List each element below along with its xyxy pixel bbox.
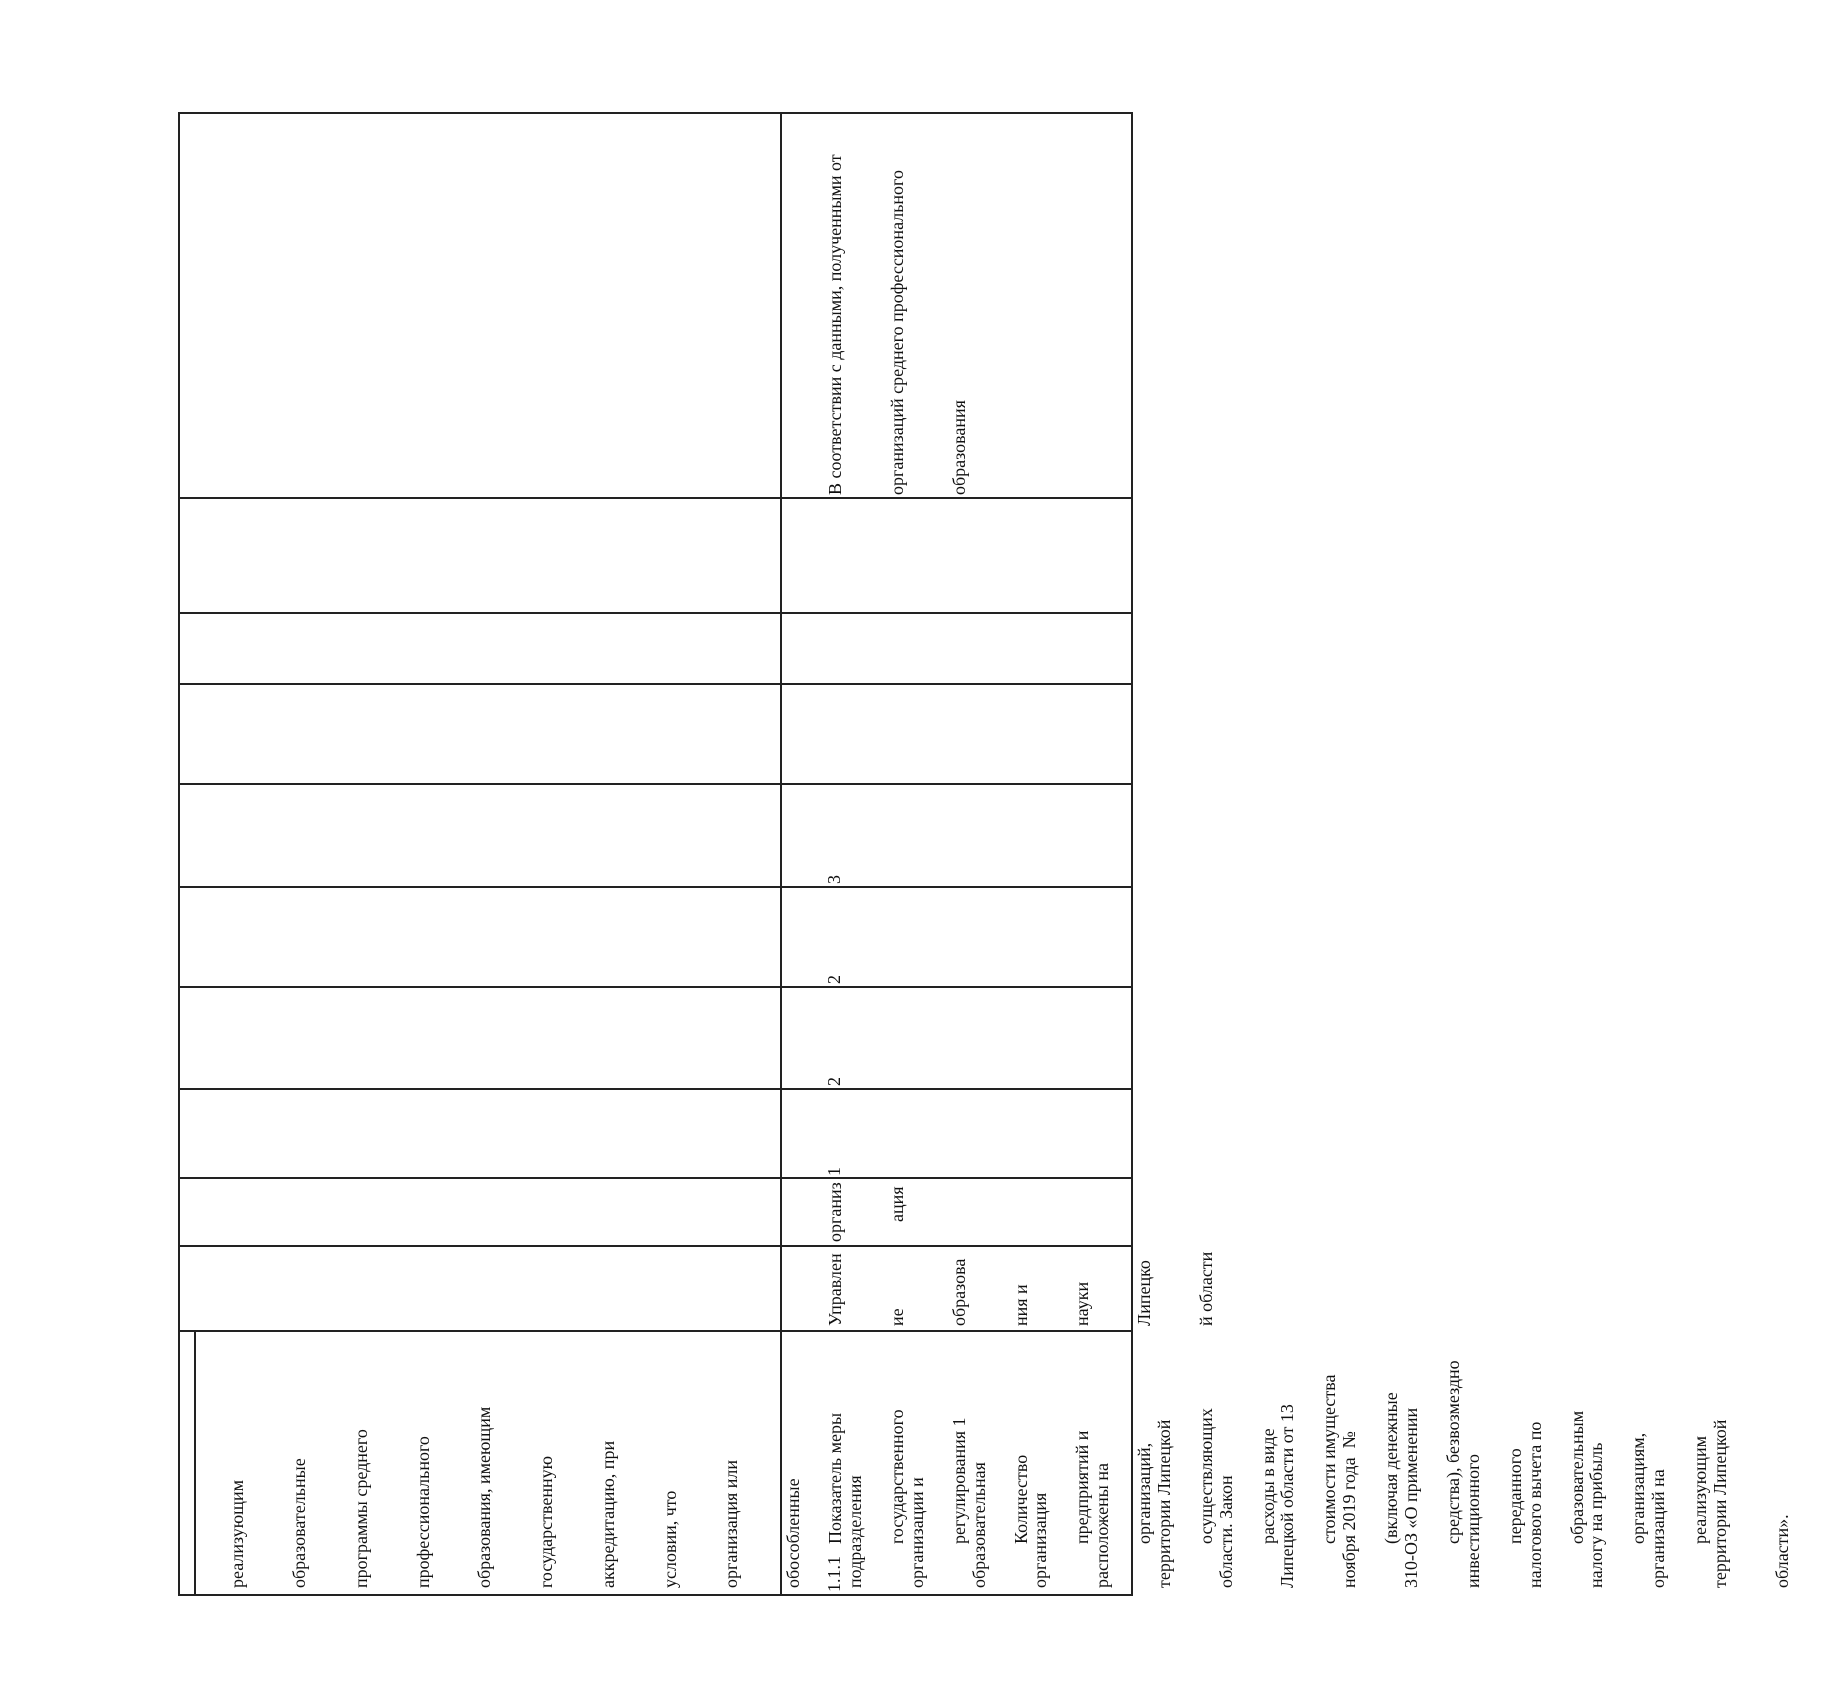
table-border-left (178, 112, 180, 1596)
data-source-note (784, 115, 1011, 495)
column-separator-8 (178, 1177, 1132, 1179)
text-line: реализующим (1690, 1435, 1711, 1544)
text-line: средства), безвозмездно (1443, 1360, 1463, 1544)
column-separator-2 (178, 612, 1132, 614)
value-text: 1 (824, 1167, 844, 1176)
text-line: (включая денежные (1381, 1392, 1402, 1544)
text-line: образования (948, 400, 969, 495)
column-separator-4 (178, 783, 1132, 785)
table-border-top (178, 112, 1132, 114)
text-line: области». (1771, 1514, 1792, 1588)
value-text: 2 (824, 1077, 844, 1086)
column-separator-1 (178, 497, 1132, 499)
text-line: Липецко (1134, 1260, 1155, 1326)
text-line: государственного (886, 1409, 907, 1544)
text-line: территории Липецкой (1709, 1419, 1730, 1588)
text-line: Липецкой области от 13 (1277, 1404, 1298, 1588)
text-line: ие (886, 1308, 907, 1326)
value-cell-1 (784, 1156, 884, 1176)
text-line: программы среднего (350, 1429, 371, 1588)
table-border-bottom (178, 1594, 1132, 1596)
text-line: организациям, (1628, 1432, 1649, 1544)
value-cell-4 (784, 864, 884, 884)
value-text: 2 (824, 975, 844, 984)
text-line: области. Закон (1215, 1475, 1236, 1588)
text-line: реализующим (227, 1479, 248, 1588)
text-line: переданного (1504, 1448, 1525, 1544)
text-line: Количество (1010, 1454, 1031, 1544)
text-line: расходы в виде (1257, 1428, 1278, 1544)
value-text: 3 (824, 875, 844, 884)
responsible-authority (784, 1246, 1258, 1326)
text-line: Управлен (825, 1253, 846, 1326)
text-line: организация (1030, 1492, 1051, 1588)
text-line: Показатель меры (825, 1412, 846, 1544)
unit-of-measure (784, 1176, 949, 1242)
value-cell-3 (784, 964, 884, 984)
text-line: 310-ОЗ «О применении (1401, 1407, 1422, 1588)
text-line: осуществляющих (1195, 1408, 1216, 1544)
text-line: налогу на прибыль (1586, 1442, 1607, 1588)
text-line: науки (1072, 1281, 1093, 1326)
text-line: организ (825, 1182, 846, 1242)
text-line: образовательная (968, 1462, 989, 1588)
text-line: предприятий и (1072, 1430, 1093, 1544)
column-separator-3 (178, 683, 1132, 685)
text-line: регулирования 1 (948, 1417, 969, 1544)
column-separator-7 (178, 1088, 1132, 1090)
text-line: образовательные (288, 1458, 309, 1588)
text-line: ация (886, 1186, 907, 1222)
text-line: организаций среднего профессионального (886, 170, 907, 495)
text-line: расположены на (1092, 1463, 1113, 1588)
text-line: организаций на (1648, 1469, 1669, 1588)
text-line: В соответствии с данными, полученными от (825, 154, 846, 495)
text-line: й области (1195, 1251, 1216, 1326)
text-line: подразделения (845, 1475, 865, 1588)
text-line: территории Липецкой (1153, 1419, 1174, 1588)
text-line: налогового вычета по (1524, 1421, 1545, 1588)
column-separator-6 (178, 986, 1132, 988)
text-line: ния и (1010, 1284, 1031, 1326)
text-line: условии, что (659, 1490, 680, 1588)
text-line: организаций, (1134, 1442, 1155, 1544)
column-separator-5 (178, 886, 1132, 888)
text-line: государственную (536, 1455, 557, 1588)
text-line: ноября 2019 года № (1339, 1431, 1360, 1588)
text-line: профессионального (412, 1436, 433, 1588)
value-cell-2 (784, 1066, 884, 1086)
text-line: организация или (721, 1459, 742, 1588)
text-line: инвестиционного (1462, 1453, 1483, 1588)
text-line: аккредитацию, при (597, 1440, 618, 1588)
indicator-description (784, 1332, 1752, 1544)
row-number-text: 1.1.1 (824, 1556, 844, 1592)
text-line: образования, имеющим (474, 1406, 495, 1588)
text-line: образова (948, 1258, 969, 1326)
text-line: обособленные (783, 1478, 804, 1588)
text-line: организации и (906, 1477, 927, 1588)
text-line: образовательным (1566, 1410, 1587, 1544)
text-line: стоимости имущества (1319, 1374, 1340, 1544)
